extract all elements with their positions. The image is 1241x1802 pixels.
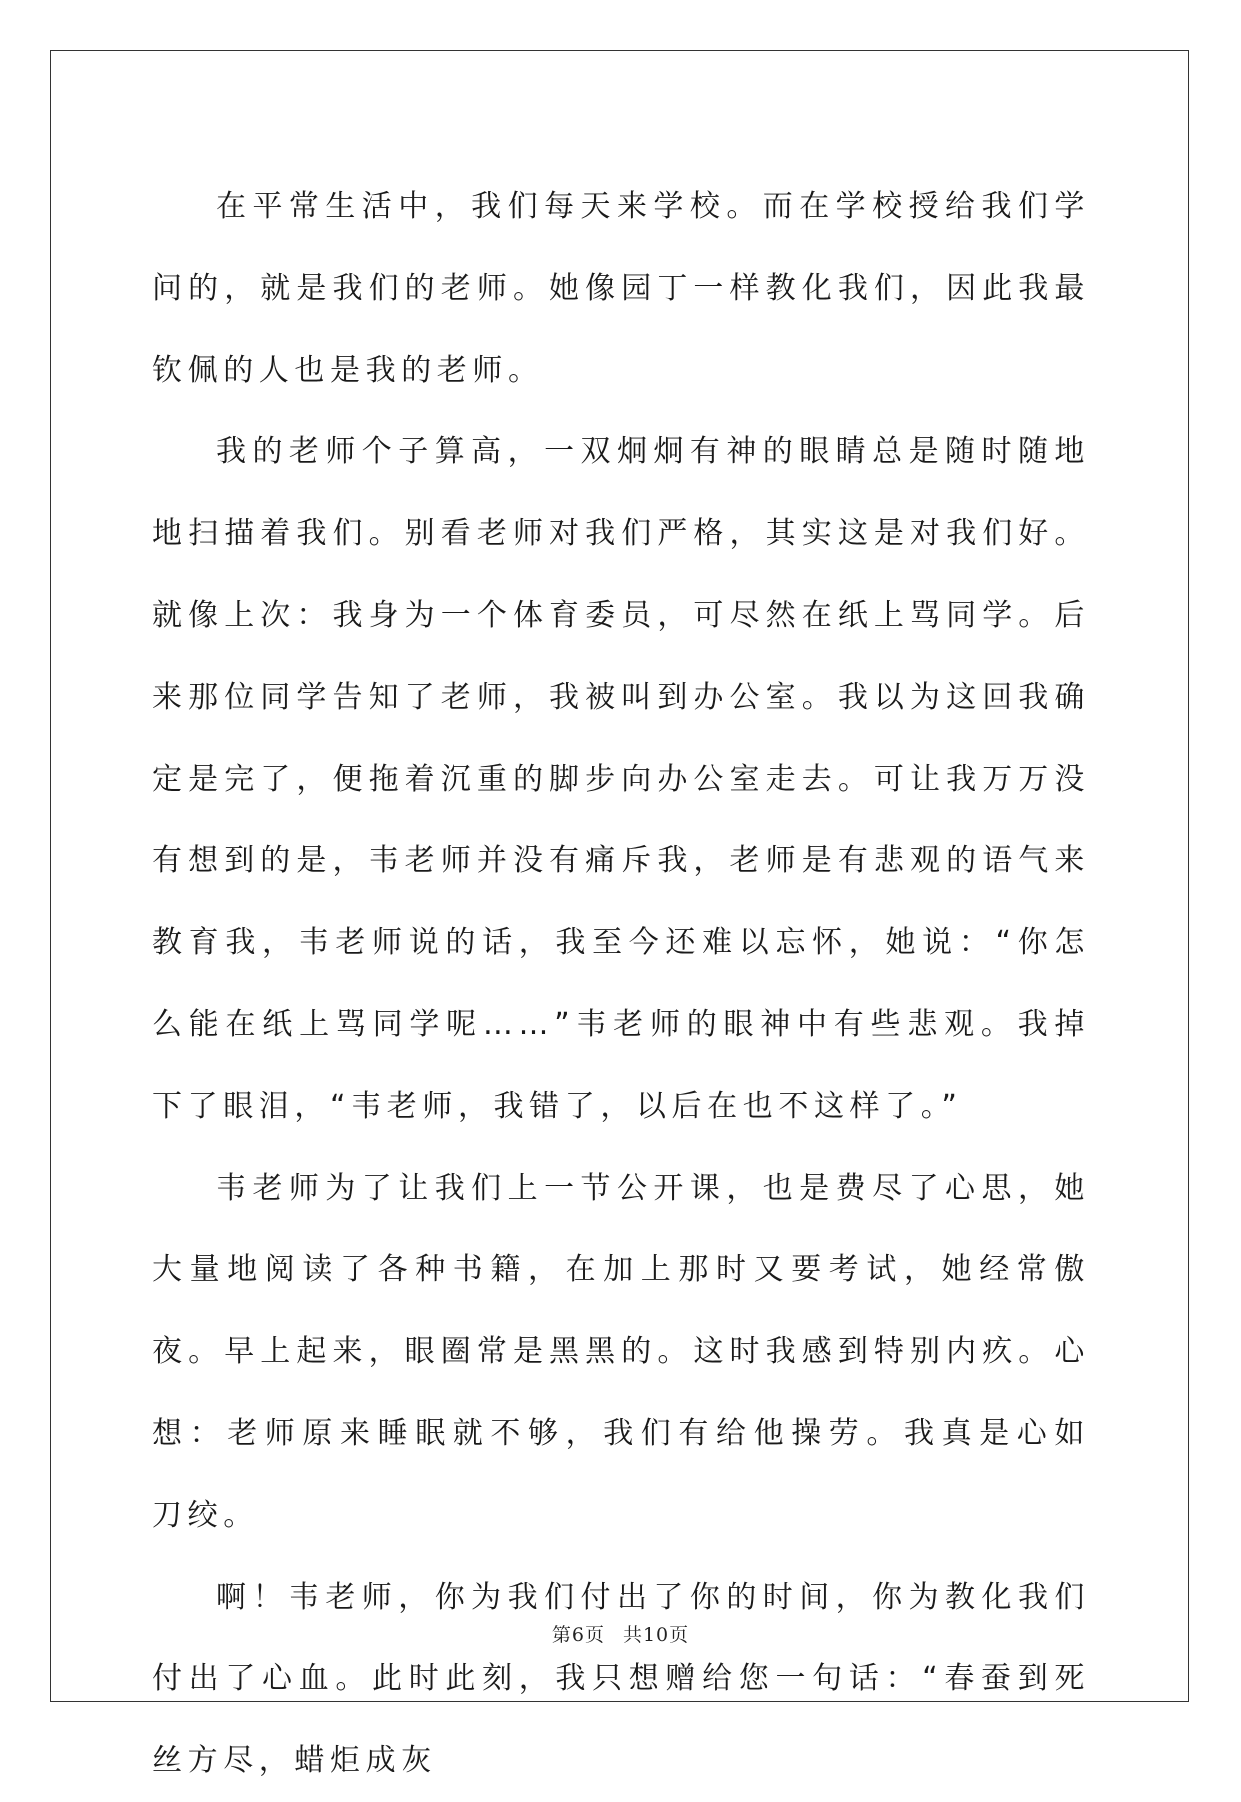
current-page-label: 第6页 bbox=[551, 1624, 605, 1646]
paragraph-3: 韦老师为了让我们上一节公开课，也是费尽了心思，她大量地阅读了各种书籍，在加上那时又要考试，她经常傲夜。早上起来，眼圈常是黑黑的。这时我感到特别内疚。心想：老师原来睡眠就不够，我们有给他操劳。我真是心如 刀绞。 bbox=[152, 1170, 1090, 1533]
document-body bbox=[152, 166, 1090, 1802]
page-footer bbox=[0, 1620, 1241, 1647]
paragraph-4: 啊！韦老师，你为我们付出了你的时间，你为教化我们付出了心血。此时此刻，我只想赠给您一句话：“春蚕到死丝方尽，蜡炬成灰 bbox=[152, 1579, 1090, 1779]
paragraph-1: 在平常生活中，我们每天来学校。而在学校授给我们学问的，就是我们的老师。她像园丁一样教化我们，因此我最钦佩的人也是我的老师。 bbox=[152, 189, 1090, 388]
paragraph-2: 我的老师个子算高，一双炯炯有神的眼睛总是随时随地地扫描着我们。别看老师对我们严格，其实这是对我们好。就像上次：我身为一个体育委员，可尽然在纸上骂同学。后来那位同学告知了老师，我被叫到办公室。我以为这回我确定是完了，便拖着沉重的脚步向办公室走去。可让我万万没有想到的是，韦老师并没有痛斥我，老师是有悲观的语气来教育我，韦老师说的话，我至今还难以忘怀，她说：“你怎么能在纸上骂同学呢……”韦老师的眼神中有些悲观。我掉下了眼泪，“韦老师，我错了，以后在也不这样了。” bbox=[152, 434, 1090, 1124]
total-pages-label: 共10页 bbox=[622, 1624, 690, 1646]
